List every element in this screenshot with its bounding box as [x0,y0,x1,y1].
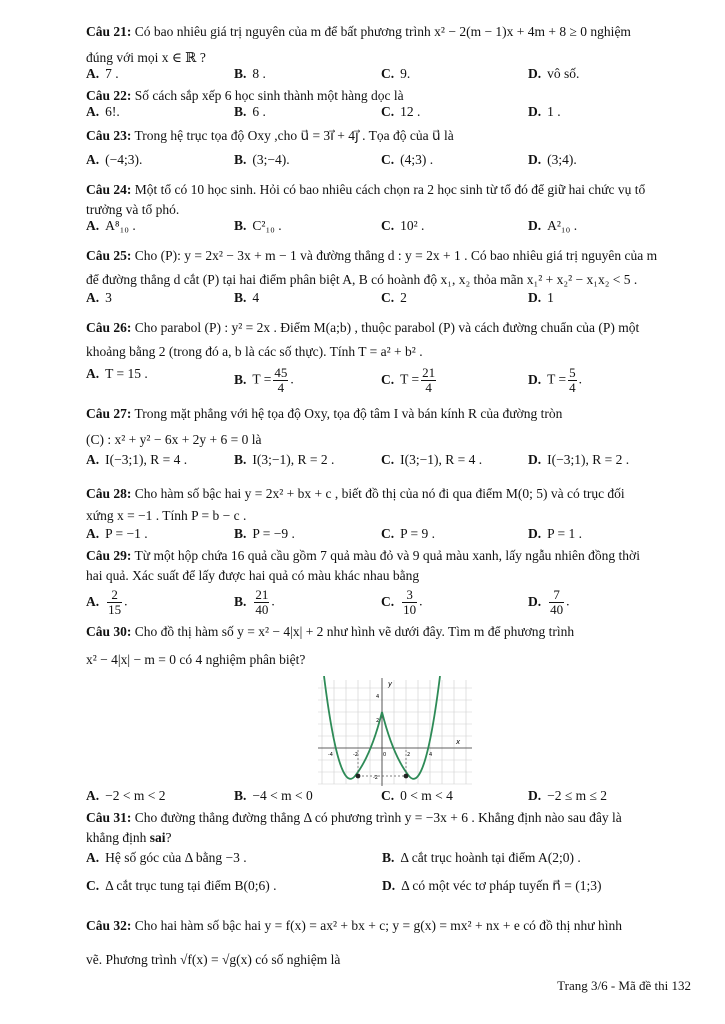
question-27-option-b[interactable] [234,452,334,468]
tick-y--2: -2 [373,775,378,781]
question-29 [86,546,694,586]
question-22 [86,86,694,106]
option-letter: D. [528,290,542,305]
question-25-option-a[interactable] [86,290,112,306]
option-text: T = [547,371,567,387]
question-26-option-a[interactable] [86,366,148,382]
question-29-line2: hai quả. Xác suất để lấy được hai quả có màu khác nhau bằng [86,568,420,583]
question-23-option-c[interactable] [381,152,433,168]
question-26-line2: khoảng bằng 2 (trong đó a, b là các số thực). Tính T = a² + b² . [86,344,423,359]
question-23-options [86,152,694,172]
question-29-options [86,588,694,622]
question-30-option-d[interactable] [528,788,607,804]
option-letter: B. [234,290,247,305]
option-letter: B. [234,371,247,387]
option-letter: C. [381,788,395,803]
option-text: P = −1 . [105,526,148,541]
option-letter: D. [528,788,542,803]
option-letter: C. [381,371,395,387]
fraction-numerator: 5 [569,365,576,380]
option-suffix: . [578,371,582,387]
question-31-options-row2 [86,878,694,898]
fraction-numerator: 7 [549,588,564,603]
option-text: Δ có một véc tơ pháp tuyến n⃗ = (1;3) [401,878,602,893]
option-letter: C. [381,104,395,119]
question-25-options [86,290,694,310]
question-21-line1: Câu 21: Có bao nhiêu giá trị nguyên của m để bất phương trình x² − 2(m − 1)x + 4m + 8 ≥ 0 nghiệm [86,24,631,39]
option-letter: A. [86,104,100,119]
option-fraction [568,366,577,395]
question-31-options-row1 [86,850,694,870]
question-30-line2: x² − 4|x| − m = 0 có 4 nghiệm phân biệt? [86,652,306,667]
question-28-line2: xứng x = −1 . Tính P = b − c . [86,508,247,523]
option-fraction [549,588,564,617]
question-22-options [86,104,694,124]
question-26 [86,318,694,362]
question-26-option-d[interactable] [528,366,582,395]
option-letter: A. [86,366,100,381]
question-25-line2: để đường thẳng d cắt (P) tại hai điểm phân biệt A, B có hoành độ x₁, x₂ thỏa mãn x₁² + x₂² − x₁x₂ < 5 . [86,272,638,287]
question-27-line1: Câu 27: Trong mặt phẳng với hệ tọa độ Oxy, tọa độ tâm I và bán kính R của đường tròn [86,406,563,421]
option-fraction [273,366,288,395]
tick-x-4: 4 [429,752,433,758]
option-letter: C. [381,452,395,467]
question-30-line1: Câu 30: Cho đồ thị hàm số y = x² − 4|x| + 2 như hình vẽ dưới đây. Tìm m để phương trình [86,624,575,639]
question-28 [86,484,694,526]
question-22-line1: Câu 22: Số cách sắp xếp 6 học sinh thành một hàng dọc là [86,88,404,103]
question-31-line1: Câu 31: Cho đường thẳng đường thẳng Δ có phương trình y = −3x + 6 . Khẳng định nào sau đây là [86,810,622,825]
option-letter: C. [381,218,395,233]
option-fraction [402,588,417,617]
question-31-option-d[interactable] [382,878,601,894]
question-29-option-b[interactable] [234,588,275,617]
option-text: Δ cắt trục tung tại điểm B(0;6) . [105,878,277,893]
option-letter: A. [86,593,100,609]
option-letter: A. [86,66,100,81]
option-suffix: . [419,593,423,609]
option-text: (−4;3). [105,152,143,167]
question-27-line2: (C) : x² + y² − 6x + 2y + 6 = 0 là [86,432,262,447]
option-suffix: . [290,371,294,387]
tick-x-0: 0 [383,752,387,758]
option-text: Δ cắt trục hoành tại điểm A(2;0) . [400,850,581,865]
question-24-line1: Câu 24: Một tổ có 10 học sinh. Hỏi có bao nhiêu cách chọn ra 2 học sinh từ tổ đó để giữ hai chức vụ tổ [86,182,646,197]
fraction-denominator: 40 [255,602,269,617]
question-32-line2: vẽ. Phương trình √f(x) = √g(x) có số nghiệm là [86,952,341,967]
question-24-option-c[interactable] [381,218,424,234]
question-24-option-b[interactable] [234,218,282,234]
option-text: I(3;−1), R = 2 . [252,452,335,467]
question-27-option-a[interactable] [86,452,187,468]
y-axis-label: y [388,680,393,688]
option-text: I(−3;1), R = 4 . [105,452,188,467]
question-24-option-d[interactable] [528,218,577,234]
option-letter: D. [382,878,396,893]
question-32-line1: Câu 32: Cho hai hàm số bậc hai y = f(x) = ax² + bx + c; y = g(x) = mx² + nx + e có đồ thị như hình [86,918,623,933]
option-text: 1 [547,290,554,305]
fraction-numerator: 21 [255,587,269,602]
option-letter: A. [86,218,100,233]
option-letter: B. [234,788,247,803]
option-text: −4 < m < 0 [252,788,313,803]
question-21-option-a[interactable] [86,66,119,82]
option-text: 7 . [105,66,119,81]
option-letter: B. [234,526,247,541]
curve-left [324,676,382,779]
question-27-option-c[interactable] [381,452,482,468]
question-28-option-d[interactable] [528,526,582,542]
option-letter: B. [234,593,247,609]
function-graph [316,676,474,788]
option-letter: B. [234,66,247,81]
option-text: A⁸₁₀ . [105,218,136,233]
question-21-option-c[interactable] [381,66,410,82]
question-32 [86,916,694,970]
option-fraction [107,588,122,617]
option-letter: C. [381,152,395,167]
option-letter: D. [528,218,542,233]
option-text: 10² . [400,218,425,233]
question-26-line1: Câu 26: Cho parabol (P) : y² = 2x . Điểm M(a;b) , thuộc parabol (P) và cách đường chuẩn của (P) một [86,320,640,335]
question-22-option-b[interactable] [234,104,266,120]
fraction-numerator: 3 [402,588,417,603]
option-fraction [254,588,269,617]
question-26-option-b[interactable] [234,366,294,395]
tick-y-4: 4 [376,694,380,700]
question-23 [86,126,694,146]
question-30-option-c[interactable] [381,788,453,804]
option-text: T = 15 . [105,366,148,381]
option-letter: D. [528,104,542,119]
curve-right [382,676,440,779]
question-24-options [86,218,694,238]
question-28-option-a[interactable] [86,526,148,542]
fraction-denominator: 4 [569,380,576,395]
question-23-line1: Câu 23: Trong hệ trục tọa độ Oxy ,cho u⃗ = 3i⃗ + 4j⃗ . Tọa độ của u⃗ là [86,128,454,143]
question-30-option-b[interactable] [234,788,313,804]
option-letter: A. [86,526,100,541]
question-21 [86,22,694,68]
option-text: P = 1 . [547,526,582,541]
question-29-line1: Câu 29: Từ một hộp chứa 16 quả cầu gồm 7 quả màu đỏ và 9 quả màu xanh, lấy ngẫu nhiên đồng thời [86,548,640,563]
option-letter: A. [86,788,100,803]
option-text: −2 < m < 2 [105,788,166,803]
question-23-option-d[interactable] [528,152,577,168]
option-text: T = [400,371,420,387]
option-letter: B. [234,104,247,119]
page-footer: Trang 3/6 - Mã đề thi 132 [557,978,691,993]
option-letter: A. [86,452,100,467]
tick-x-2: 2 [407,752,411,758]
question-25-line1: Câu 25: Cho (P): y = 2x² − 3x + m − 1 và đường thẳng d : y = 2x + 1 . Có bao nhiêu giá trị nguyên của m [86,248,658,263]
option-letter: C. [381,526,395,541]
option-text: 12 . [400,104,421,119]
question-25-option-c[interactable] [381,290,407,306]
question-31-option-a[interactable] [86,850,247,866]
question-21-options [86,66,694,86]
question-26-option-c[interactable] [381,366,438,395]
question-21-option-d[interactable] [528,66,579,82]
question-28-line1: Câu 28: Cho hàm số bậc hai y = 2x² + bx + c , biết đồ thị của nó đi qua điểm M(0; 5) và có trục đối [86,486,625,501]
question-31-line2: khẳng định sai? [86,830,172,845]
question-25-option-d[interactable] [528,290,554,306]
option-text: I(3;−1), R = 4 . [400,452,483,467]
tick-x--2: -2 [353,752,358,758]
min-point-left [356,774,361,779]
option-letter: D. [528,452,542,467]
option-text: C²₁₀ . [252,218,282,233]
question-29-option-d[interactable] [528,588,570,617]
option-letter: B. [234,218,247,233]
fraction-denominator: 10 [403,602,417,617]
option-text: (3;4). [547,152,577,167]
question-21-line2: đúng với mọi x ∈ ℝ ? [86,50,206,65]
fraction-denominator: 4 [425,380,432,395]
option-text: P = 9 . [400,526,435,541]
option-text: 1 . [547,104,561,119]
option-suffix: . [124,593,128,609]
option-text: I(−3;1), R = 2 . [547,452,630,467]
option-text: A²₁₀ . [547,218,578,233]
option-text: 9. [400,66,411,81]
min-point-right [404,774,409,779]
option-fraction [421,366,436,395]
option-text: 3 [105,290,112,305]
option-text: 6!. [105,104,120,119]
option-letter: B. [234,152,247,167]
question-22-option-c[interactable] [381,104,420,120]
question-26-options [86,366,694,400]
question-31-option-b[interactable] [382,850,581,866]
option-text: vô số. [547,66,580,81]
question-28-options [86,526,694,546]
question-24-option-a[interactable] [86,218,136,234]
option-text: (3;−4). [252,152,290,167]
option-letter: D. [528,593,542,609]
question-27 [86,404,694,450]
option-text: 6 . [252,104,266,119]
fraction-denominator: 40 [550,602,564,617]
question-27-options [86,452,694,472]
tick-x--4: -4 [328,752,333,758]
fraction-numerator: 21 [422,365,436,380]
option-text: (4;3) . [400,152,434,167]
option-letter: A. [86,290,100,305]
question-24 [86,180,694,220]
option-letter: C. [381,66,395,81]
x-axis-label: x [456,738,461,746]
fraction-denominator: 15 [108,602,122,617]
option-text: 2 [400,290,407,305]
option-letter: C. [381,593,395,609]
question-30 [86,622,694,670]
option-text: 8 . [252,66,266,81]
option-letter: B. [382,850,395,865]
option-suffix: . [566,593,570,609]
fraction-numerator: 45 [274,365,288,380]
option-text: Hệ số góc của Δ bằng −3 . [105,850,247,865]
option-text: −2 ≤ m ≤ 2 [547,788,608,803]
option-text: 4 [252,290,260,305]
question-23-option-b[interactable] [234,152,290,168]
question-25-option-b[interactable] [234,290,259,306]
question-29-option-c[interactable] [381,588,423,617]
option-letter: D. [528,152,542,167]
option-letter: B. [234,452,247,467]
fraction-denominator: 4 [277,380,285,395]
fraction-numerator: 2 [107,588,122,603]
option-letter: A. [86,152,100,167]
question-22-option-d[interactable] [528,104,561,120]
question-30-options [86,788,694,808]
option-suffix: . [271,593,275,609]
question-29-option-a[interactable] [86,588,128,617]
option-text: T = [252,371,272,387]
question-23-option-a[interactable] [86,152,142,168]
question-24-line2: trưởng và tổ phó. [86,202,180,217]
question-28-option-c[interactable] [381,526,435,542]
option-text: 0 < m < 4 [400,788,453,803]
option-letter: D. [528,66,542,81]
question-21-option-b[interactable] [234,66,266,82]
option-letter: D. [528,371,542,387]
question-30-option-a[interactable] [86,788,165,804]
option-text: P = −9 . [252,526,295,541]
question-31 [86,808,694,848]
question-22-option-a[interactable] [86,104,120,120]
question-25 [86,246,694,290]
question-28-option-b[interactable] [234,526,295,542]
option-letter: D. [528,526,542,541]
question-27-option-d[interactable] [528,452,629,468]
option-letter: A. [86,850,100,865]
option-letter: C. [381,290,395,305]
option-letter: C. [86,878,100,893]
question-31-option-c[interactable] [86,878,277,894]
tick-y-2: 2 [376,718,380,724]
